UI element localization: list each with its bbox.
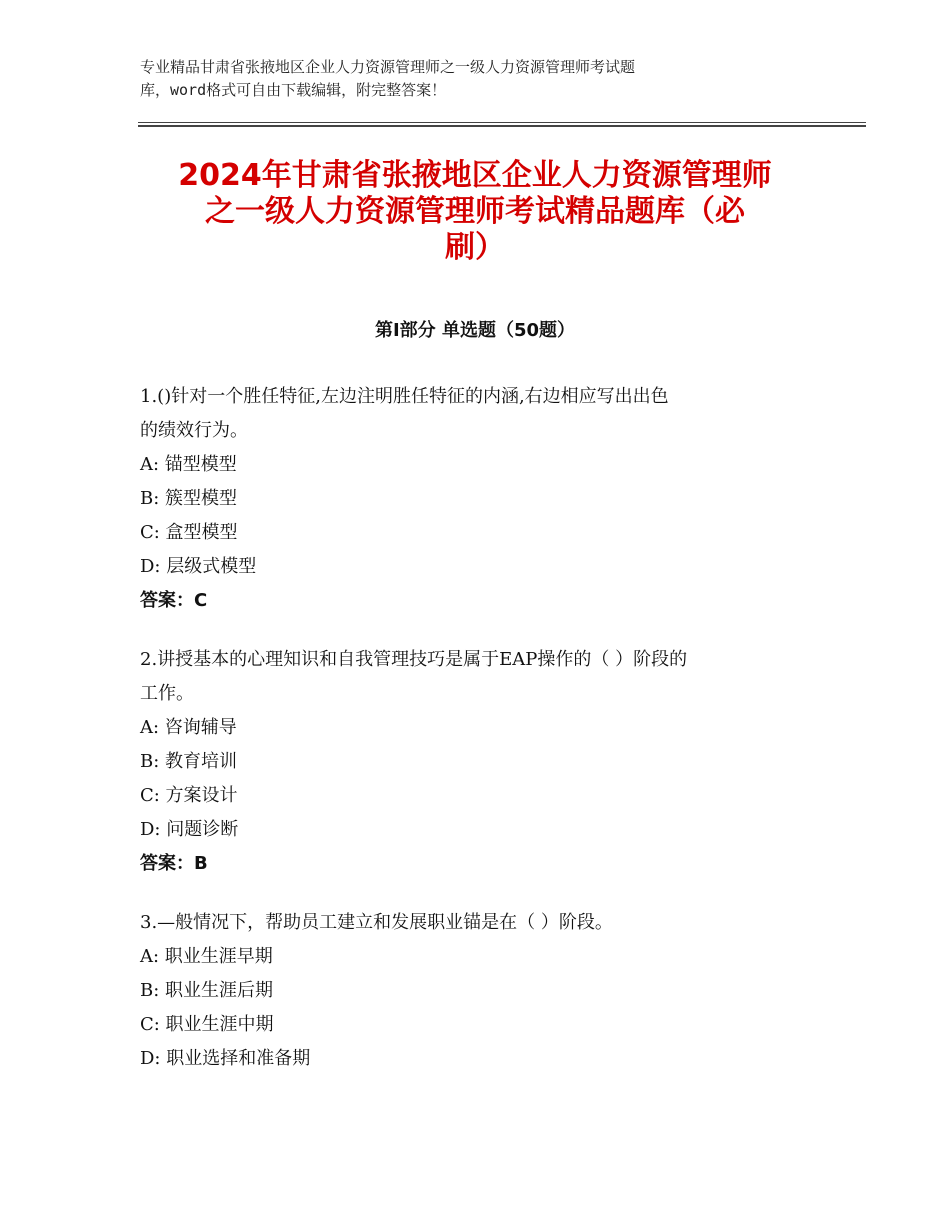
question-2 (140, 643, 820, 881)
option-b: B: 教育培训 (140, 751, 238, 772)
question-stem: 3.—般情况下，帮助员工建立和发展职业锚是在（ ）阶段。 (140, 912, 613, 933)
option-a: A: 锚型模型 (140, 454, 237, 475)
option-d: D: 问题诊断 (140, 819, 239, 840)
document-title (100, 158, 850, 266)
header-note-line-1: 专业精品甘肃省张掖地区企业人力资源管理师之一级人力资源管理师考试题 (140, 58, 636, 76)
question-stem: 的绩效行为。 (140, 420, 248, 441)
option-b: B: 职业生涯后期 (140, 980, 274, 1001)
question-3 (140, 906, 820, 1076)
answer: 答案：B (140, 853, 208, 874)
option-c: C: 职业生涯中期 (140, 1014, 274, 1035)
option-d: D: 职业选择和准备期 (140, 1048, 311, 1069)
question-stem: 1.()针对一个胜任特征,左边注明胜任特征的内涵,右边相应写出出色 (140, 386, 669, 407)
question-1 (140, 380, 820, 618)
header-divider-bottom (138, 125, 866, 127)
question-stem: 工作。 (140, 683, 194, 704)
title-line-2: 之一级人力资源管理师考试精品题库（必 (205, 194, 745, 229)
option-c: C: 方案设计 (140, 785, 238, 806)
option-d: D: 层级式模型 (140, 556, 257, 577)
section-heading: 第Ⅰ部分 单选题（50题） (374, 320, 575, 341)
title-line-1: 2024年甘肃省张掖地区企业人力资源管理师 (178, 158, 772, 193)
answer: 答案：C (140, 590, 208, 611)
question-list (140, 380, 820, 1101)
option-a: A: 职业生涯早期 (140, 946, 273, 967)
header-divider-top (138, 122, 866, 123)
option-c: C: 盒型模型 (140, 522, 238, 543)
option-b: B: 簇型模型 (140, 488, 238, 509)
header-note-line-2: 库，word格式可自由下载编辑，附完整答案！ (140, 81, 447, 99)
question-stem: 2.讲授基本的心理知识和自我管理技巧是属于EAP操作的（ ）阶段的 (140, 649, 688, 670)
header-note (140, 56, 820, 102)
title-line-3: 刷） (445, 230, 505, 265)
option-a: A: 咨询辅导 (140, 717, 237, 738)
